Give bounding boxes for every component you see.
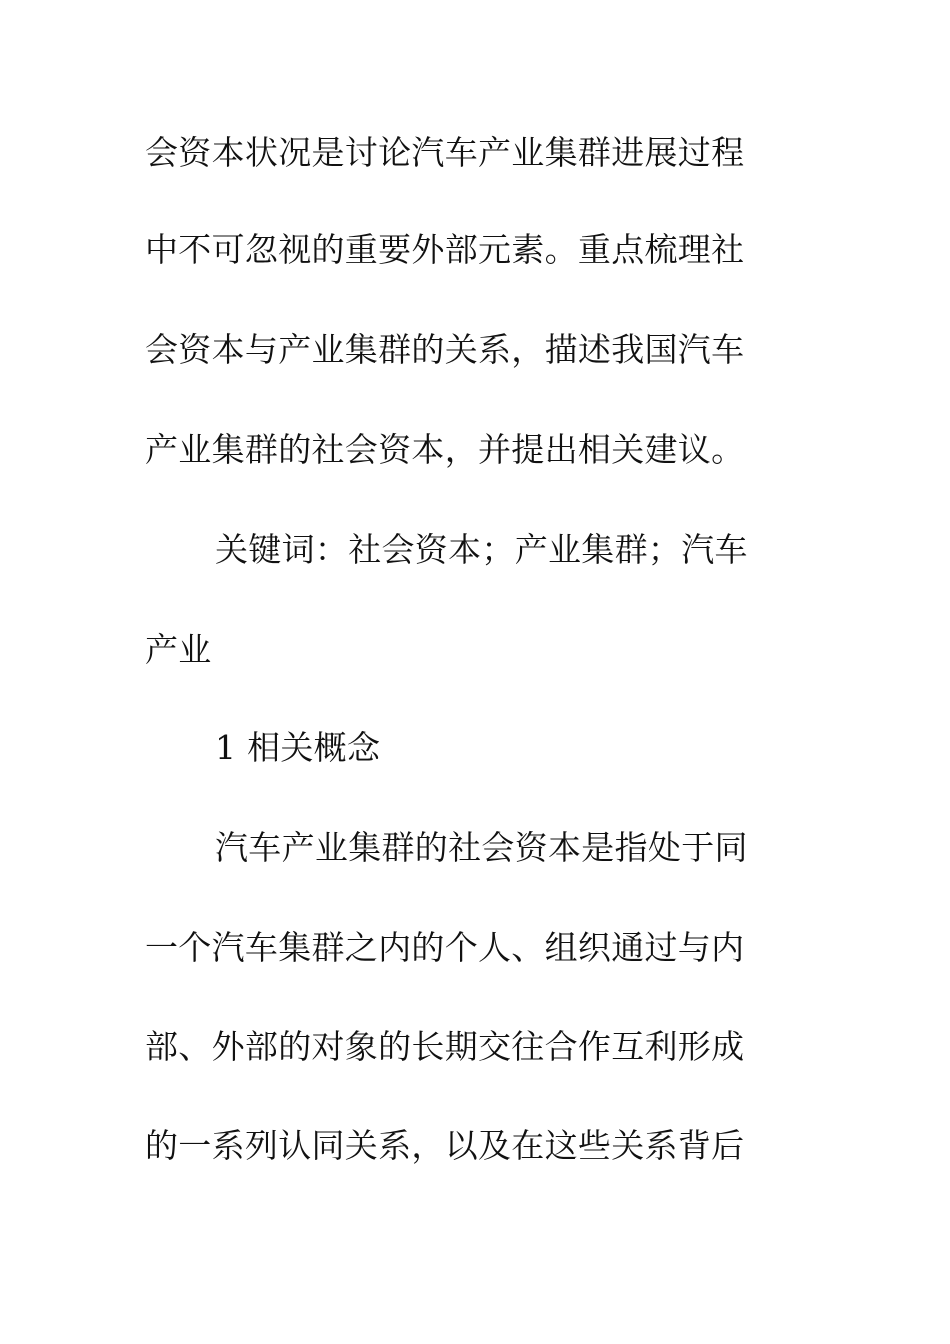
body-text-line: 产业集群的社会资本，并提出相关建议。 xyxy=(145,430,745,469)
body-text-line: 的一系列认同关系，以及在这些关系背后 xyxy=(145,1126,745,1165)
body-text-line: 中不可忽视的重要外部元素。重点梳理社 xyxy=(145,230,745,269)
body-text-line: 汽车产业集群的社会资本是指处于同 xyxy=(215,828,748,867)
body-text-line: 会资本与产业集群的关系，描述我国汽车 xyxy=(145,330,745,369)
keywords-line: 关键词：社会资本；产业集群；汽车 xyxy=(215,530,748,569)
section-heading: 1 相关概念 xyxy=(215,728,381,767)
body-text-line: 会资本状况是讨论汽车产业集群进展过程 xyxy=(145,133,745,172)
body-text-line: 部、外部的对象的长期交往合作互利形成 xyxy=(145,1027,745,1066)
keywords-continuation: 产业 xyxy=(145,630,212,669)
body-text-line: 一个汽车集群之内的个人、组织通过与内 xyxy=(145,928,745,967)
